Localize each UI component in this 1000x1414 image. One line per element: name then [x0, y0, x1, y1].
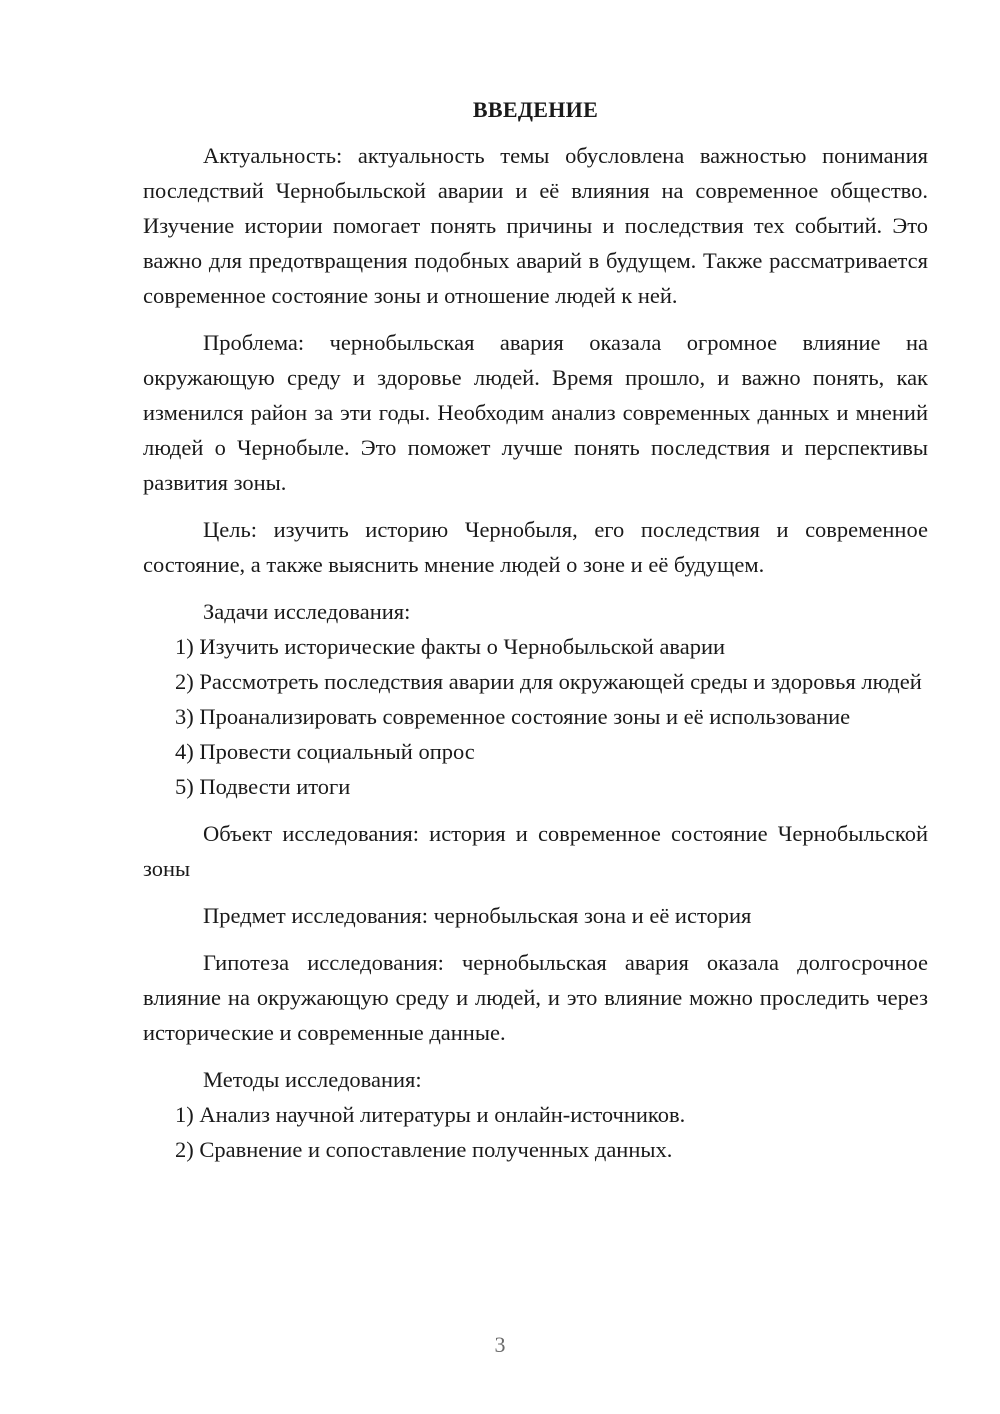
- document-page: [143, 92, 928, 1167]
- section-heading: ВВЕДЕНИЕ: [472, 97, 599, 122]
- task-item: 1) Изучить исторические факты о Чернобыльской аварии: [175, 634, 726, 659]
- tasks-heading: Задачи исследования:: [203, 599, 411, 624]
- method-item: 2) Сравнение и сопоставление полученных данных.: [175, 1137, 673, 1162]
- task-item: 5) Подвести итоги: [175, 774, 351, 799]
- subject-paragraph: Предмет исследования: чернобыльская зона и её история: [203, 903, 752, 928]
- hypothesis-paragraph: Гипотеза исследования: чернобыльская авария оказала долгосрочное влияние на окружающую среду и людей, и это влияние можно проследить через исторические и современные данные.: [143, 950, 928, 1045]
- task-item: 3) Проанализировать современное состояние зоны и её использование: [175, 704, 851, 729]
- relevance-paragraph: Актуальность: актуальность темы обусловлена важностью понимания последствий Чернобыльской аварии и её влияния на современное общество. Изучение истории помогает понять причины и последствия тех событий. Это важно для предотвращения подобных аварий в будущем. Также рассматривается современное состояние зоны и отношение людей к ней.: [143, 143, 928, 308]
- methods-heading: Методы исследования:: [203, 1067, 422, 1092]
- problem-paragraph: Проблема: чернобыльская авария оказала огромное влияние на окружающую среду и здоровье людей. Время прошло, и важно понять, как изменился район за эти годы. Необходим анализ современных данных и мнений людей о Чернобыле. Это поможет лучше понять последствия и перспективы развития зоны.: [143, 330, 928, 495]
- goal-paragraph: Цель: изучить историю Чернобыля, его последствия и современное состояние, а также выяснить мнение людей о зоне и её будущем.: [143, 517, 928, 577]
- object-paragraph: Объект исследования: история и современное состояние Чернобыльской зоны: [143, 821, 928, 881]
- method-item: 1) Анализ научной литературы и онлайн-источников.: [175, 1102, 686, 1127]
- page-number: 3: [494, 1332, 506, 1357]
- task-item: 4) Провести социальный опрос: [175, 739, 475, 764]
- task-item: 2) Рассмотреть последствия аварии для окружающей среды и здоровья людей: [175, 669, 922, 694]
